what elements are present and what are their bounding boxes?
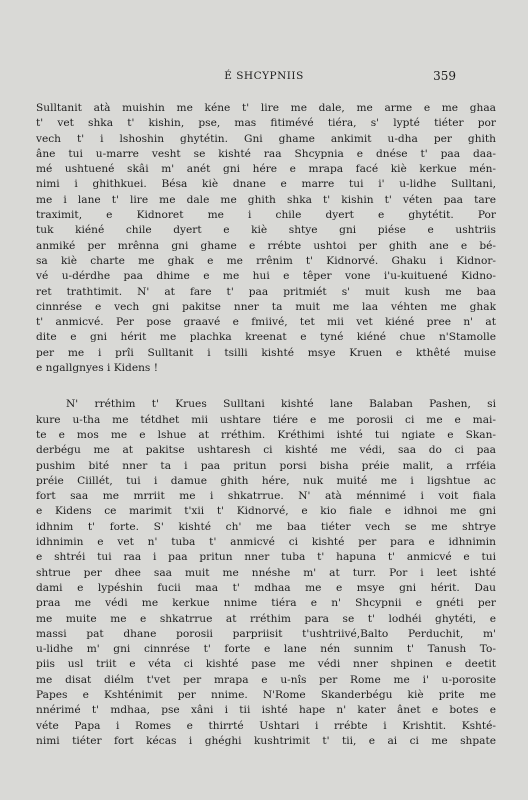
- text-line: kure u-tha me tétdhet mii ushtare tiére e me porosii ci me e mai-: [36, 413, 496, 426]
- text-line: u-lidhe m' gni cinnrése t' forte e lane nén sunnim t' Tanush To-: [36, 643, 496, 656]
- text-line: pushim bité nner ta i paa pritun porsi bisha préie malit, a rrféia: [36, 459, 496, 472]
- text-line: idhnim t' forte. S' kishté ch' me baa tiéter vech se me shtrye: [36, 520, 496, 533]
- text-line: dami e lypéshin fucii maa t' mdhaa me e msye gni hérit. Dau: [36, 581, 496, 594]
- text-line: Sulltanit atà muishin me kéne t' lire me dale, me arme e me ghaa: [36, 102, 496, 114]
- body-text: [36, 101, 496, 749]
- text-line: nimi i ghithkuei. Bésa kiè dnane e marre tui i' u-lidhe Sulltani,: [36, 178, 496, 191]
- text-line: nnérimé t' mdhaa, pse xâni i tii ishté hape n' kater ânet e botes e: [36, 704, 496, 717]
- text-line: mé ushtuené skâi m' anét gni hére e mrapa facé kiè kerkue mén-: [36, 163, 496, 176]
- text-line: véte Papa i Romes e thirrté Ushtari i rrébte i Krishtit. Kshté-: [36, 719, 496, 732]
- text-line: traximit, e Kidnoret me i chile dyert e ghytétit. Por: [36, 209, 496, 222]
- text-line: piis usl triit e véta ci kishté pase me védi nner shpinen e deetit: [36, 658, 496, 671]
- text-line: massi pat dhane porosii parpriisit t'ushtriivé,Balto Perduchit, m': [36, 627, 496, 640]
- paragraph-gap: [36, 376, 496, 397]
- page-header: [0, 70, 528, 90]
- text-line: nimi tiéter fort kécas i ghéghi kushtrimit t' tii, e ai ci me shpate: [36, 734, 496, 747]
- text-line: t' anmicvé. Per pose graavé e fmiivé, tet mii vet kiéné pree n' at: [36, 316, 496, 329]
- text-line: shtrue per dhee saa muit me nnéshe m' at turr. Por i leet ishté: [36, 566, 496, 579]
- text-line: dite e gni hérit me plachka kreenat e tyné kiéné chue n'Stamolle: [36, 331, 496, 344]
- running-title: É SHCYPNIIS: [224, 70, 304, 82]
- text-line: derbégu me at pakitse ushtaresh ci kishté me védi, saa do ci paa: [36, 444, 496, 457]
- text-line: Papes e Kshténimit per nnime. N'Rome Skanderbégu kiè prite me: [36, 688, 496, 701]
- text-line: e Kidens ce marimit t'xii t' Kidnorvé, e kio fiale e idhnoi me gni: [36, 505, 496, 518]
- paragraph: [36, 397, 496, 749]
- text-line: âne tui u-marre vesht se kishté raa Shcypnia e dnése t' paa daa-: [36, 147, 496, 160]
- text-line: me muite me e shkatrrue at rréthim para se t' lodhéi ghytéti, e: [36, 612, 496, 625]
- text-line: per me i prîi Sulltanit i tsilli kishté msye Kruen e kthêté muise: [36, 346, 496, 359]
- text-line: fort saa me mrriit me i shkatrrue. N' atà ménnimé i voit fiala: [36, 490, 496, 503]
- text-line: N' rréthim t' Krues Sulltani kishté lane Balaban Pashen, si: [66, 398, 496, 411]
- text-line: ret trathtimit. N' at fare t' paa pritmiét s' muit kush me baa: [36, 285, 496, 298]
- text-line: e shtréi tui raa i paa pritun nner tuba t' hapuna t' anmicvé e tui: [36, 551, 496, 564]
- page-number: 359: [433, 69, 456, 83]
- text-line: cinnrése e vech gni pakitse nner ta muit me laa véhten me ghak: [36, 300, 496, 313]
- text-line: anmiké per mrênna gni ghame e rrébte ushtoi per ghith ane e bé-: [36, 239, 496, 252]
- text-line: idhnimin e vet n' tuba t' anmicvé ci kishté per para e idhnimin: [36, 536, 496, 549]
- text-line: praa me védi me kerkue nnime tiéra e n' Shcypnii e gnéti per: [36, 597, 496, 610]
- text-line: préie Ciillét, tui i damue ghith hére, nuk muité me i ligshtue ac: [36, 474, 496, 487]
- text-line: t' vet shka t' kishin, pse, mas fitimévé tiéra, s' lypté tiéter por: [36, 117, 496, 130]
- text-line: me disat diélm t'vet per mrapa e u-nîs per Rome me i' u-porosite: [36, 673, 496, 686]
- text-line: tuk kiéné chile dyert e kiè shtye gni piése e ushtriis: [36, 224, 496, 237]
- text-line: me i lane t' lire me dale me ghith shka t' kishin t' véten paa tare: [36, 193, 496, 206]
- text-line: e ngallgnyes i Kidens !: [36, 362, 158, 375]
- text-line: sa kiè charte me ghak e me rrênim t' Kidnorvé. Ghaku i Kidnor-: [36, 254, 496, 267]
- text-line: vech t' i lshoshin ghytétin. Gni ghame ankimit u-dha per ghith: [36, 132, 496, 145]
- text-line: vé u-dérdhe paa dhime e me hui e têper vone i'u-kuituené Kidno-: [36, 270, 496, 283]
- text-line: te e mos me e lshue at rréthim. Kréthimi ishté tui ngiate e Skan-: [36, 428, 496, 441]
- paragraph: [36, 101, 496, 376]
